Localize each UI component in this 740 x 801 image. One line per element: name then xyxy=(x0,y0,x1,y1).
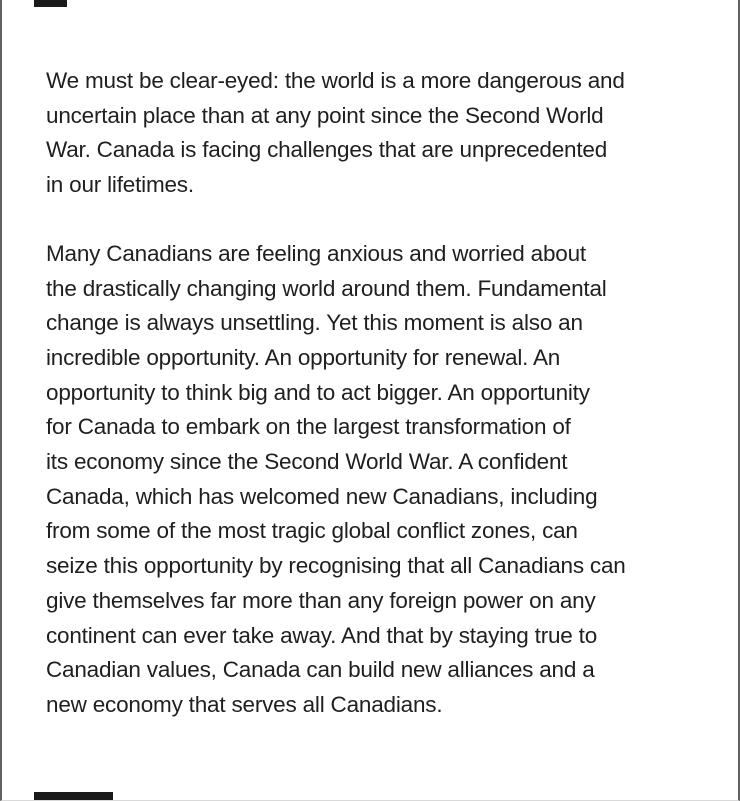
text-line: We must be clear-eyed: the world is a more dangerous and xyxy=(46,68,625,93)
clipped-text-line-top xyxy=(34,0,67,7)
paragraph xyxy=(46,237,706,723)
text-line: uncertain place than at any point since the Second World xyxy=(46,102,604,128)
text-line: Canadian values, Canada can build new alliances and a xyxy=(46,657,595,683)
article-text xyxy=(46,64,706,723)
text-line: incredible opportunity. An opportunity for renewal. An xyxy=(46,344,561,370)
text-line: Canada, which has welcomed new Canadians, including xyxy=(46,483,598,509)
text-line: change is always unsettling. Yet this moment is also an xyxy=(46,310,583,336)
text-line: from some of the most tragic global conflict zones, can xyxy=(46,518,578,544)
text-line: Many Canadians are feeling anxious and worried about xyxy=(46,240,586,266)
paragraph xyxy=(46,64,706,203)
text-line: continent can ever take away. And that by staying true to xyxy=(46,622,598,648)
text-line: War. Canada is facing challenges that are unprecedented xyxy=(46,137,608,163)
text-line: for Canada to embark on the largest transformation of xyxy=(46,414,571,440)
text-line: new economy that serves all Canadians. xyxy=(46,691,443,717)
text-line: opportunity to think big and to act bigger. An opportunity xyxy=(46,379,590,405)
text-line: its economy since the Second World War. A confident xyxy=(46,449,568,475)
text-line: give themselves far more than any foreign power on any xyxy=(46,587,596,613)
text-line: the drastically changing world around them. Fundamental xyxy=(46,275,607,301)
text-line: in our lifetimes. xyxy=(46,172,194,198)
clipped-text-line-bottom xyxy=(34,792,113,800)
text-line: seize this opportunity by recognising that all Canadians can xyxy=(46,553,626,579)
